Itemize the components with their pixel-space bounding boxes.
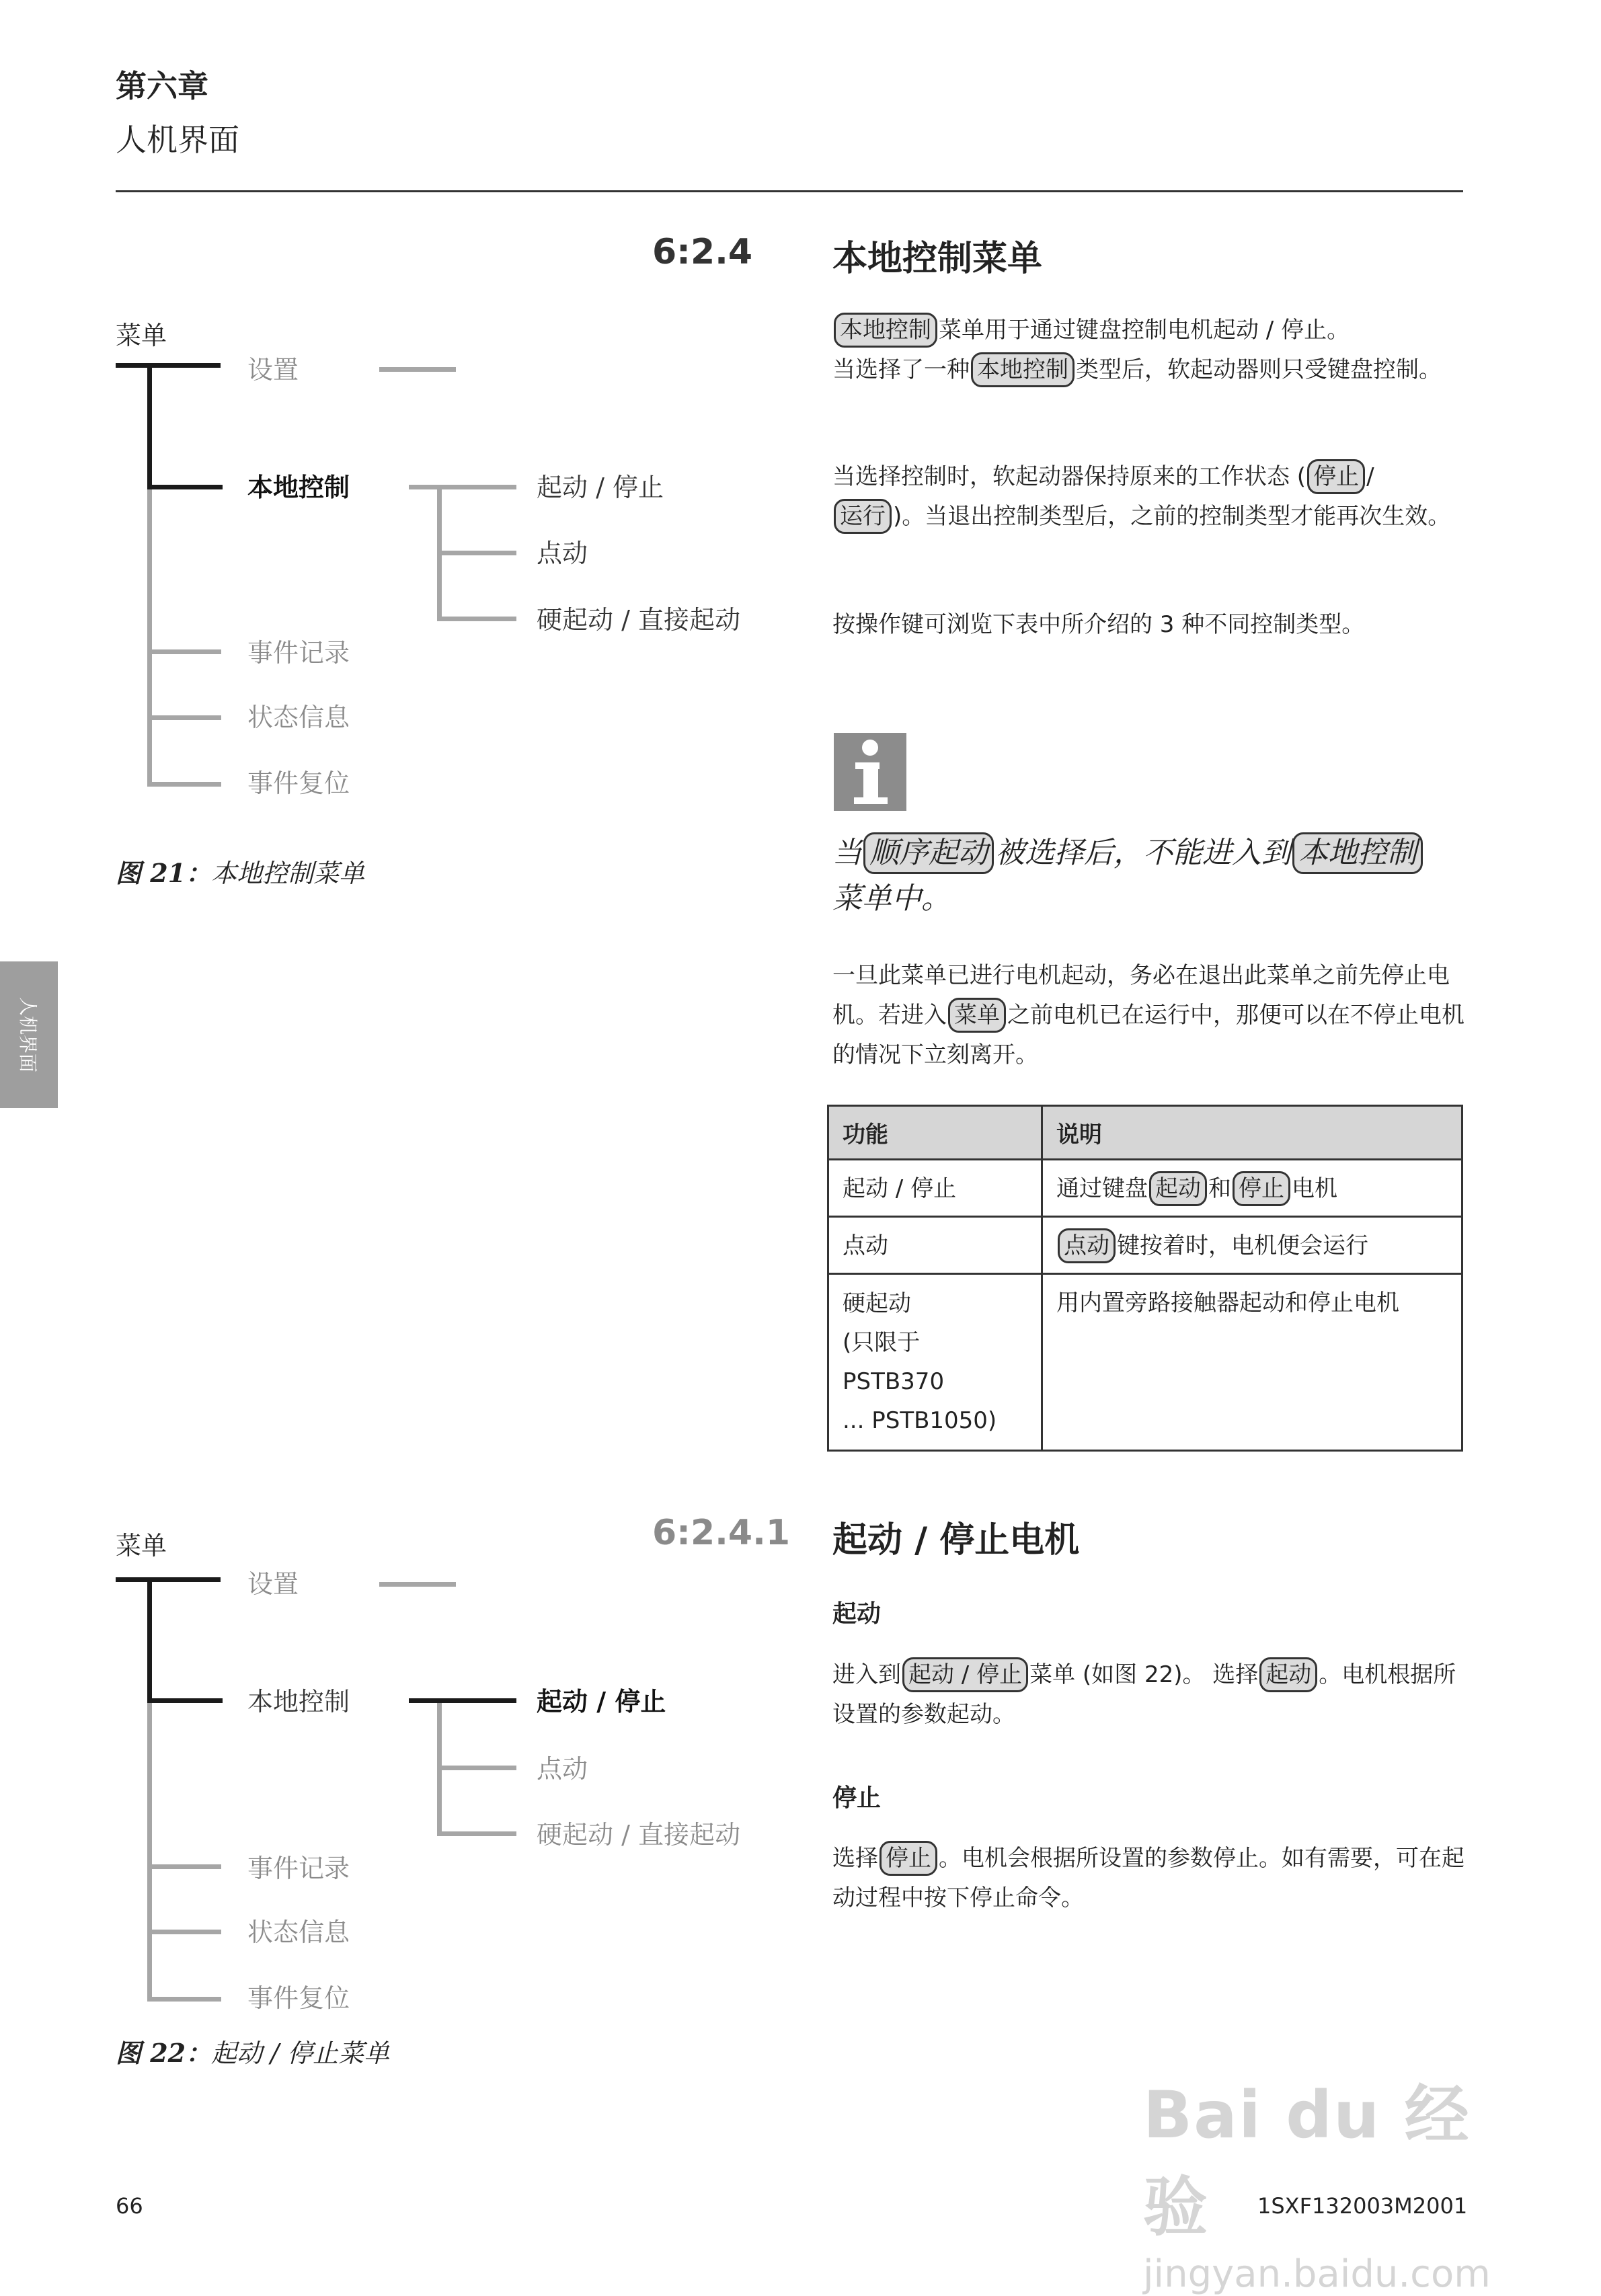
paragraph-start: 进入到 起动 / 停止 菜单 (如图 22)。 选择 起动 。电机根据所设置的参数起动。 [832,1655,1471,1735]
paragraph-stop: 选择 停止 。电机会根据所设置的参数停止。如有需要，可在起动过程中按下停止命令。 [832,1839,1471,1918]
section-number: 6:2.4 [652,232,753,272]
chapter-title: 第六章 [116,68,208,104]
key-menu: 菜单 [948,998,1006,1033]
menu-item-event-log: 事件记录 [247,1854,350,1883]
function-table [827,1105,1463,1452]
menu-item-event-log: 事件记录 [247,638,350,668]
section-title: 本地控制菜单 [832,239,1043,279]
paragraph-state: 当选择控制时，软起动器保持原来的工作状态 ( 停止 / 运行 )。当退出控制类型后，之前的控制类型才能再次生效。 [832,457,1471,537]
watermark-brand: Bai du 经验 [1143,2077,1471,2245]
key-local-control: 本地控制 [1292,832,1423,874]
chapter-subtitle: 人机界面 [116,122,239,158]
menu-item-local-control: 本地控制 [247,472,350,502]
table-header-function: 功能 [828,1106,1042,1160]
stop-heading: 停止 [832,1784,882,1812]
subsection-title: 起动 / 停止电机 [832,1520,1080,1560]
menu-item-event-reset: 事件复位 [247,1983,350,2013]
document-id: 1SXF132003M2001 [1257,2193,1468,2219]
key-stop: 停止 [880,1841,937,1876]
start-heading: 起动 [832,1600,882,1628]
submenu-hard-start: 硬起动 / 直接起动 [537,605,740,635]
table-header-description: 说明 [1042,1106,1462,1160]
figure-22-caption: 图 22：起动 / 停止菜单 [116,2038,390,2068]
key-local-control: 本地控制 [834,313,937,348]
figure-21-caption: 图 21：本地控制菜单 [116,858,365,888]
table-row: 起动 / 停止 通过键盘 起动 和 停止 电机 [828,1160,1462,1217]
page-number: 66 [116,2193,143,2219]
table-row: 硬起动 (只限于 PSTB370 ... PSTB1050) 用内置旁路接触器起动和停止电机 [828,1274,1462,1451]
watermark-url: jingyan.baidu.com [1143,2252,1491,2296]
key-run: 运行 [834,499,892,534]
submenu-jog: 点动 [537,539,588,568]
side-tab-label: 人机界面 [17,996,39,1073]
table-header-row [828,1106,1462,1160]
submenu-start-stop: 起动 / 停止 [537,1686,666,1716]
menu-item-status-info: 状态信息 [247,1917,350,1947]
note-text: 当 顺序起动 被选择后，不能进入到 本地控制 菜单中。 [832,830,1471,922]
key-stop: 停止 [1233,1171,1290,1206]
key-start-stop: 起动 / 停止 [902,1657,1028,1692]
submenu-start-stop: 起动 / 停止 [537,473,664,502]
side-tab [0,961,58,1108]
key-jog: 点动 [1058,1228,1116,1263]
key-start: 起动 [1149,1171,1207,1206]
menu-item-settings: 设置 [247,355,299,385]
key-sequence-start: 顺序起动 [863,832,994,874]
key-stop: 停止 [1307,459,1365,494]
info-icon [834,733,906,811]
paragraph-warning: 一旦此菜单已进行电机起动，务必在退出此菜单之前先停止电机。若进入 菜单 之前电机已在运行中，那便可以在不停止电机的情况下立刻离开。 [832,962,1465,1068]
menu-item-settings: 设置 [247,1569,299,1599]
menu-item-status-info: 状态信息 [247,703,350,732]
baidu-watermark [1143,2064,1520,2296]
menu-root-label: 菜单 [116,321,167,350]
key-start: 起动 [1259,1657,1317,1692]
subsection-number: 6:2.4.1 [652,1513,791,1553]
menu-item-event-reset: 事件复位 [247,768,350,798]
menu-root-label: 菜单 [116,1531,167,1560]
header-rule [116,190,1463,192]
paragraph-browse: 按操作键可浏览下表中所介绍的 3 种不同控制类型。 [832,611,1365,638]
key-local-control: 本地控制 [971,352,1075,387]
paragraph-intro: 本地控制 菜单用于通过键盘控制电机起动 / 停止。 当选择了一种 本地控制 类型后，软起动器则只受键盘控制。 [832,311,1471,390]
submenu-hard-start: 硬起动 / 直接起动 [537,1820,740,1850]
menu-item-local-control: 本地控制 [247,1687,350,1716]
submenu-jog: 点动 [537,1754,588,1784]
table-row: 点动 点动 键按着时，电机便会运行 [828,1217,1462,1274]
